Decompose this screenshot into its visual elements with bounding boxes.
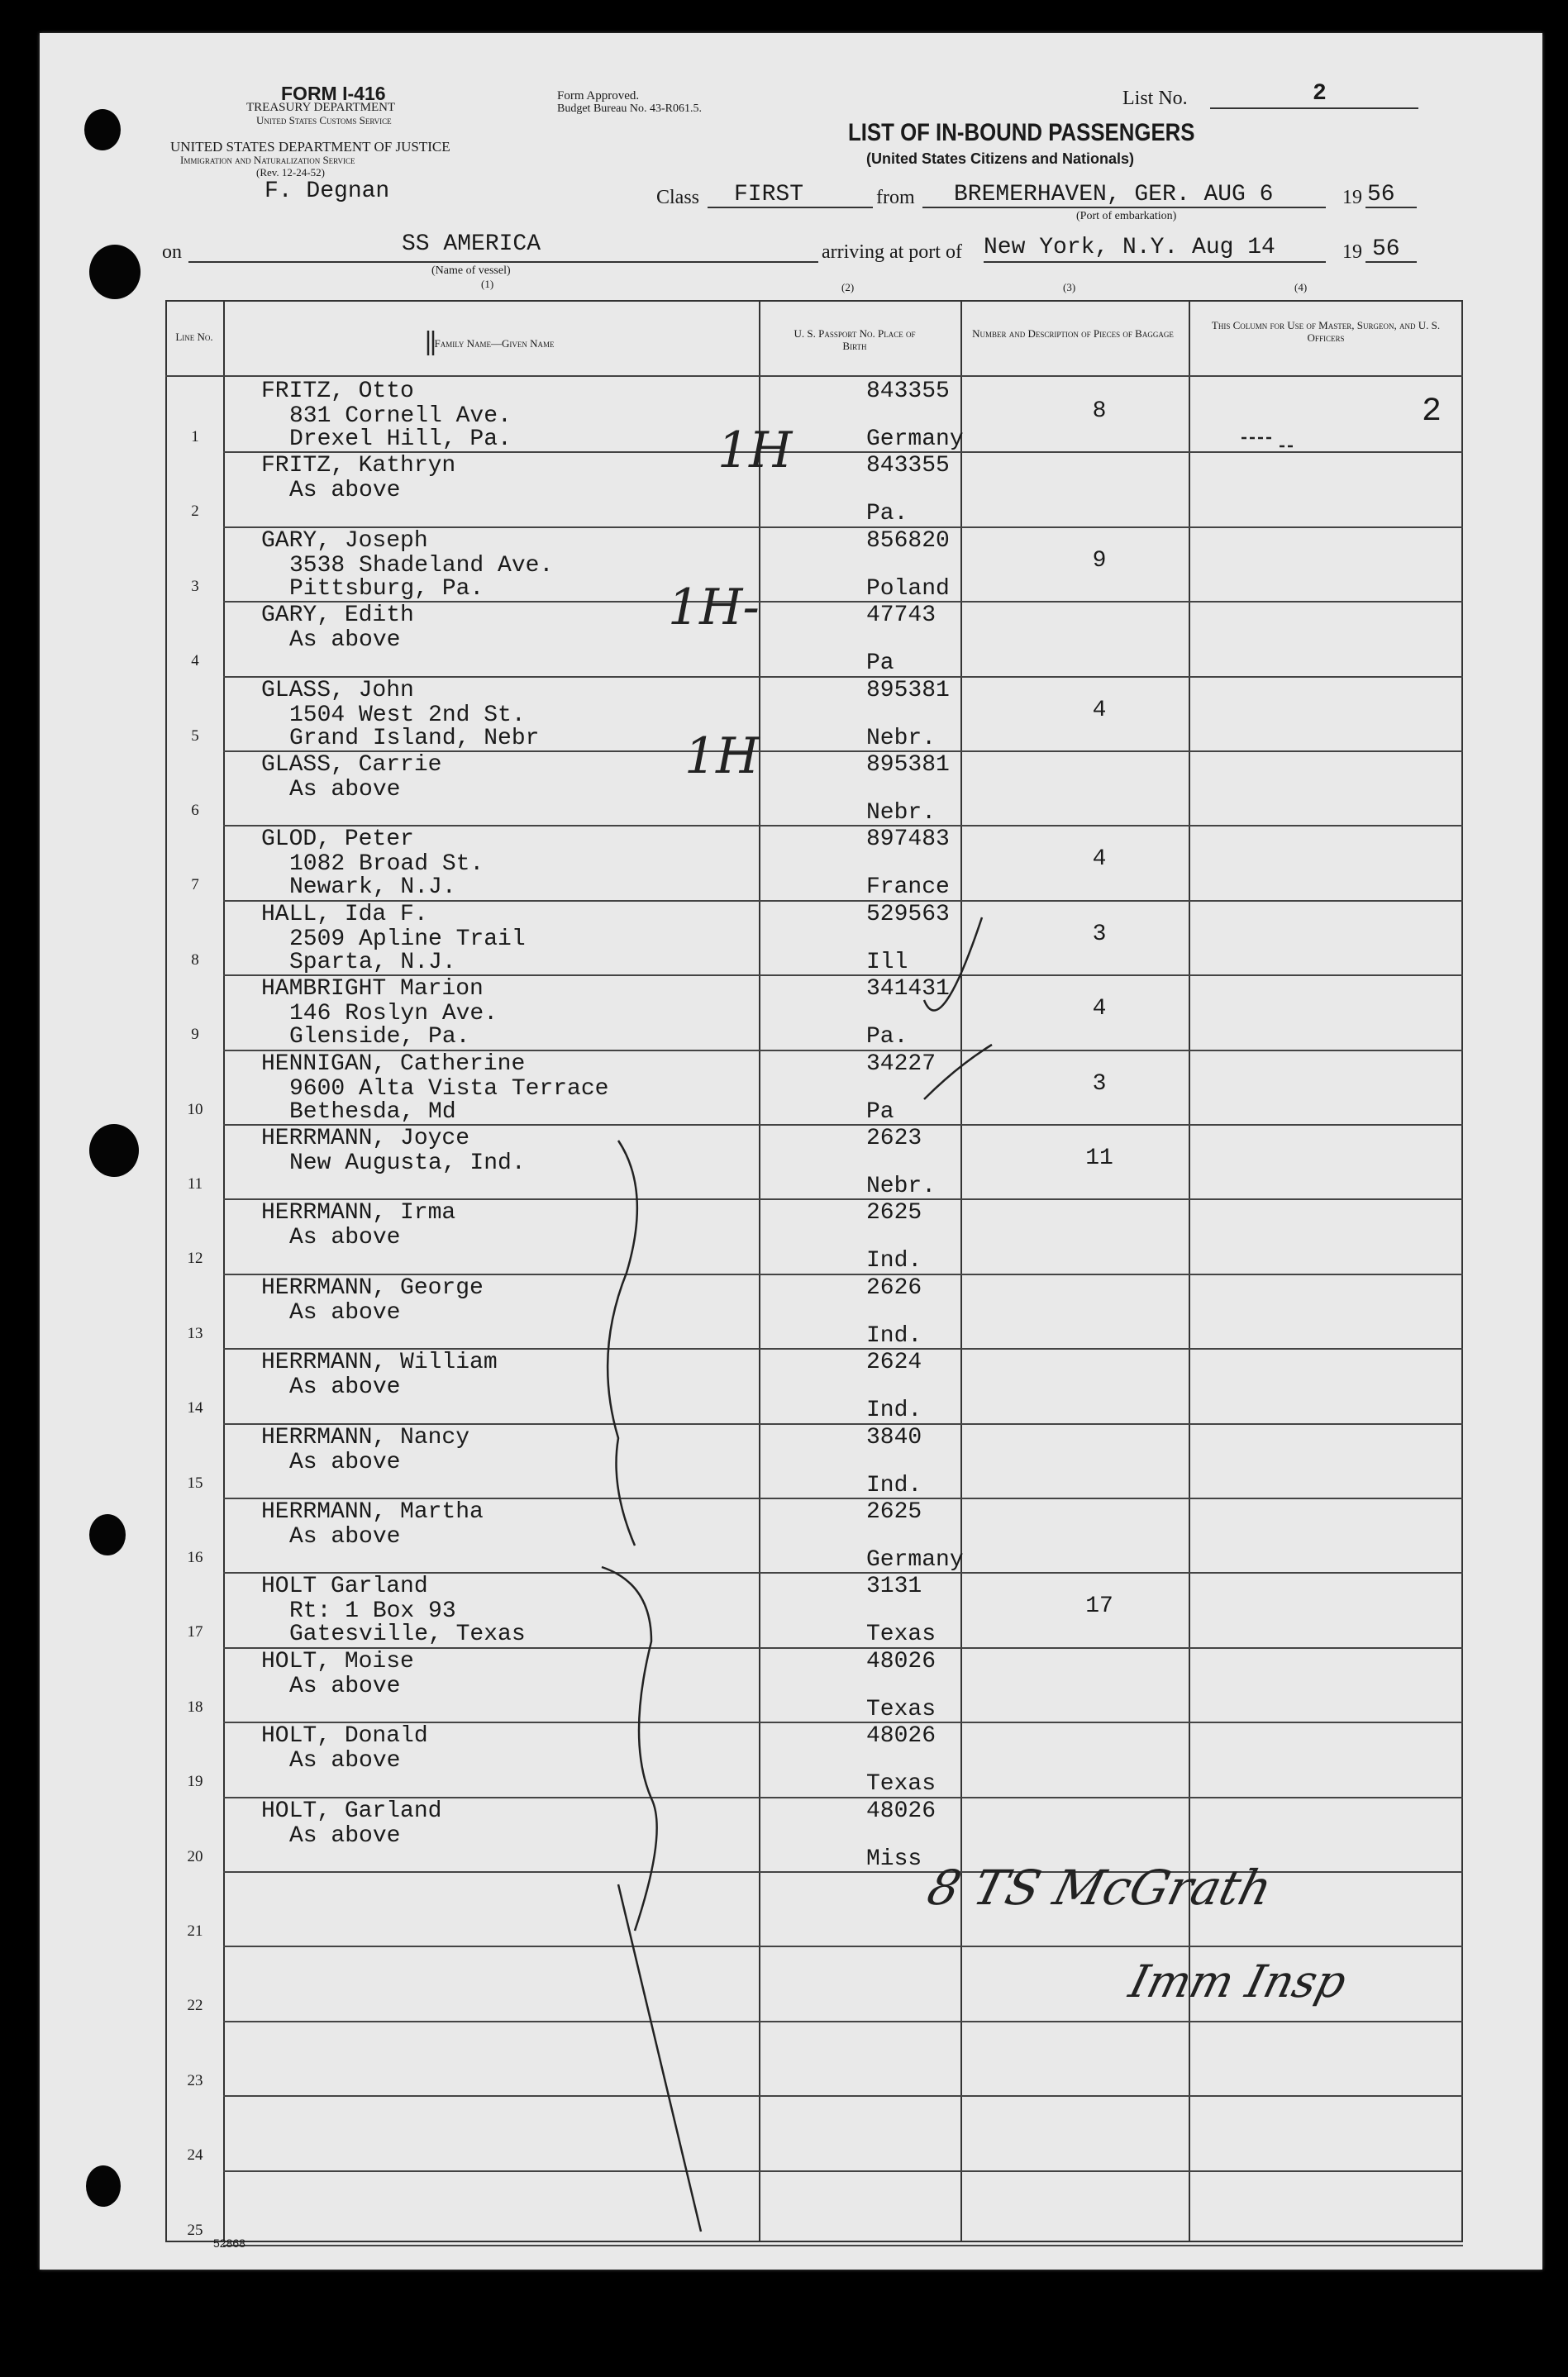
line-number: 8	[191, 950, 199, 969]
table-row	[165, 526, 1503, 601]
address-line-1: 9600 Alta Vista Terrace	[289, 1075, 609, 1102]
address-line-2: Gatesville, Texas	[289, 1622, 526, 1648]
place-of-birth: Texas	[866, 1696, 937, 1722]
table-row	[165, 1423, 1503, 1498]
baggage-count: 8	[1092, 398, 1107, 424]
address-line-2: Drexel Hill, Pa.	[289, 426, 512, 452]
margin-mark: 1H	[717, 422, 793, 479]
class-label: Class	[656, 187, 700, 208]
table-row	[165, 1198, 1503, 1273]
passport-number: 47743	[866, 603, 937, 629]
address-line-1: Rt: 1 Box 93	[289, 1598, 456, 1625]
treasury-label: TREASURY DEPARTMENT	[246, 101, 396, 114]
place-of-birth: Poland	[866, 575, 950, 602]
place-of-birth: Pa.	[866, 501, 908, 527]
baggage-count: 4	[1092, 846, 1107, 873]
place-of-birth: Germany	[866, 1547, 964, 1573]
footer-code: 52868	[213, 2236, 245, 2250]
passenger-name: HERRMANN, William	[261, 1350, 498, 1376]
baggage-count: 3	[1092, 1070, 1107, 1097]
arrival-line	[984, 261, 1326, 263]
passenger-name: HALL, Ida F.	[261, 901, 428, 927]
address-line-2: Glenside, Pa.	[289, 1024, 470, 1050]
passenger-name: HERRMANN, George	[261, 1274, 484, 1301]
table-row	[165, 1572, 1503, 1646]
address-line-1: As above	[289, 1524, 401, 1550]
budget-label: Budget Bureau No. 43-R061.5.	[557, 102, 702, 115]
passport-number: 529563	[866, 901, 950, 927]
passenger-name: GLASS, John	[261, 677, 414, 703]
list-no-line	[1210, 107, 1418, 109]
customs-label: United States Customs Service	[256, 114, 392, 126]
address-line-1: As above	[289, 1374, 401, 1401]
address-line-1: As above	[289, 777, 401, 803]
line-number: 5	[191, 726, 199, 745]
address-line-1: As above	[289, 627, 401, 654]
baggage-count: 3	[1092, 921, 1107, 947]
place-of-birth: Texas	[866, 1771, 937, 1798]
port-embarkation-caption: (Port of embarkation)	[1076, 210, 1177, 222]
place-of-birth: Texas	[866, 1622, 937, 1648]
place-of-birth: Germany	[866, 426, 964, 452]
revision-label: (Rev. 12-24-52)	[256, 166, 325, 179]
table-row	[165, 2021, 1503, 2095]
line-number: 21	[187, 1922, 203, 1940]
vessel-line	[188, 261, 818, 263]
place-of-birth: Pa	[866, 1098, 894, 1125]
place-of-birth: Miss	[866, 1846, 922, 1872]
passport-number: 895381	[866, 752, 950, 778]
address-line-1: New Augusta, Ind.	[289, 1150, 526, 1176]
table-row	[165, 1647, 1503, 1722]
address-line-2: Newark, N.J.	[289, 874, 456, 901]
punch-hole	[86, 2165, 121, 2207]
punch-hole	[89, 1514, 126, 1555]
line-number: 16	[187, 1549, 203, 1566]
place-of-birth: Pa.	[866, 1024, 908, 1050]
passenger-name: HERRMANN, Nancy	[261, 1424, 470, 1450]
table-row	[165, 1050, 1503, 1124]
line-number: 20	[187, 1847, 203, 1865]
line-number: 23	[187, 2071, 203, 2089]
year-value: 56	[1367, 182, 1395, 207]
line-number: 6	[191, 802, 199, 819]
punch-hole	[89, 245, 141, 299]
passport-number: 895381	[866, 677, 950, 703]
passenger-name: HOLT, Donald	[261, 1723, 428, 1750]
baggage-count: 11	[1085, 1146, 1113, 1171]
passport-number: 856820	[866, 527, 950, 554]
signature: 8 TS McGrath	[922, 1860, 1278, 1916]
place-of-birth: Ind.	[866, 1248, 922, 1274]
form-number: FORM I-416	[281, 83, 386, 104]
address-line-2: Grand Island, Nebr	[289, 725, 540, 751]
address-line-1: 1082 Broad St.	[289, 851, 484, 878]
address-line-1: As above	[289, 1748, 401, 1774]
place-of-birth: Nebr.	[866, 800, 937, 826]
table-row	[165, 451, 1503, 526]
place-of-birth: Nebr.	[866, 725, 937, 751]
form-title: LIST OF IN-BOUND PASSENGERS	[848, 119, 1195, 146]
table-row	[165, 974, 1503, 1049]
on-label: on	[162, 241, 182, 263]
address-line-1: 146 Roslyn Ave.	[289, 1001, 498, 1027]
passport-number: 48026	[866, 1648, 937, 1674]
passenger-name: HERRMANN, Martha	[261, 1499, 484, 1525]
officer-note: 2	[1422, 393, 1442, 431]
line-number: 22	[187, 1997, 203, 2015]
passport-number: 2623	[866, 1126, 922, 1151]
table-row	[165, 825, 1503, 899]
address-line-1: 831 Cornell Ave.	[289, 403, 512, 429]
address-line-1: As above	[289, 1299, 401, 1326]
line-number: 7	[191, 876, 199, 894]
margin-mark: 1H-	[668, 579, 760, 636]
place-of-birth: Pa	[866, 650, 894, 677]
passport-number: 843355	[866, 379, 950, 404]
passenger-name: GARY, Edith	[261, 603, 414, 629]
from-label: from	[876, 187, 915, 208]
embarkation-value: BREMERHAVEN, GER. AUG 6	[954, 182, 1274, 207]
passport-number: 2626	[866, 1274, 922, 1301]
place-of-birth: Ind.	[866, 1398, 922, 1424]
baggage-count: 17	[1085, 1593, 1113, 1620]
vessel-caption: (Name of vessel)	[431, 264, 511, 277]
line-number: 3	[191, 577, 199, 595]
list-no-label: List No.	[1122, 88, 1188, 109]
address-line-2: Pittsburg, Pa.	[289, 575, 484, 602]
year-prefix: 19	[1342, 187, 1362, 208]
col2-number: (2)	[841, 281, 855, 293]
place-of-birth: Ill	[866, 949, 908, 975]
passenger-name: HENNIGAN, Catherine	[261, 1050, 526, 1077]
passenger-name: FRITZ, Otto	[261, 379, 414, 404]
table-row	[165, 377, 1503, 451]
table-row	[165, 1274, 1503, 1348]
passenger-name: HOLT Garland	[261, 1574, 428, 1600]
address-line-1: As above	[289, 478, 401, 504]
line-number: 25	[187, 2221, 203, 2239]
address-line-1: 2509 Apline Trail	[289, 926, 526, 952]
table-row	[165, 601, 1503, 675]
margin-mark: 1H	[684, 727, 760, 785]
table-row	[165, 1797, 1503, 1871]
line-number: 2	[191, 503, 199, 521]
arrival-value: New York, N.Y. Aug 14	[984, 235, 1275, 260]
address-line-2: Sparta, N.J.	[289, 949, 456, 975]
table-row	[165, 1871, 1503, 1946]
year-line	[1365, 207, 1417, 208]
form-subtitle: (United States Citizens and Nationals)	[866, 150, 1135, 167]
passport-number: 48026	[866, 1723, 937, 1750]
address-line-2: Bethesda, Md	[289, 1098, 456, 1125]
address-line-1: 3538 Shadeland Ave.	[289, 552, 554, 579]
line-number: 13	[187, 1324, 203, 1342]
table-row	[165, 750, 1503, 825]
address-line-1: As above	[289, 1673, 401, 1699]
address-line-1: As above	[289, 1822, 401, 1849]
passport-number: 3840	[866, 1424, 922, 1450]
baggage-count: 4	[1092, 697, 1107, 723]
place-of-birth: France	[866, 874, 950, 901]
col3-number: (3)	[1063, 281, 1076, 293]
punch-hole	[84, 109, 121, 150]
passport-number: 341431	[866, 976, 950, 1003]
line-number: 12	[187, 1250, 203, 1268]
col-header-baggage: Number and Description of Pieces of Baggage	[972, 327, 1174, 340]
line-number: 14	[187, 1399, 203, 1417]
table-row	[165, 2170, 1503, 2245]
year-line-2	[1365, 261, 1417, 263]
line-number: 4	[191, 652, 199, 670]
row-divider	[223, 2245, 1463, 2246]
table-row	[165, 1124, 1503, 1198]
col-header-passport: U. S. Passport No. Place of Birth	[794, 327, 916, 352]
approval-label: Form Approved.	[557, 89, 640, 102]
signature-title: Imm Insp	[1124, 1955, 1352, 2008]
passenger-name: GARY, Joseph	[261, 527, 428, 554]
passport-number: 48026	[866, 1798, 937, 1824]
line-number: 10	[187, 1100, 203, 1118]
place-of-birth: Ind.	[866, 1472, 922, 1498]
year-value-2: 56	[1372, 236, 1400, 262]
col-header-name: Family Name—Given Name	[434, 337, 555, 350]
table-row	[165, 2095, 1503, 2170]
form-page	[40, 33, 1542, 2270]
passenger-name: HOLT, Moise	[261, 1648, 414, 1674]
passenger-name: HERRMANN, Irma	[261, 1200, 456, 1227]
passport-number: 2625	[866, 1200, 922, 1227]
passenger-name: FRITZ, Kathryn	[261, 453, 456, 479]
col-header-officers: This Column for Use of Master, Surgeon, and U. S. Officers	[1211, 319, 1441, 344]
class-value: FIRST	[734, 182, 804, 207]
line-number: 18	[187, 1698, 203, 1716]
place-of-birth: Nebr.	[866, 1174, 937, 1199]
line-number: 17	[187, 1623, 203, 1641]
baggage-count: 4	[1092, 996, 1107, 1022]
justice-label: UNITED STATES DEPARTMENT OF JUSTICE	[170, 139, 450, 155]
passenger-name: HAMBRIGHT Marion	[261, 976, 484, 1003]
officer-name: F. Degnan	[265, 179, 390, 204]
col1-number: (1)	[481, 278, 494, 290]
passenger-name: HERRMANN, Joyce	[261, 1126, 470, 1151]
table-row	[165, 900, 1503, 974]
table-row	[165, 676, 1503, 750]
passport-number: 3131	[866, 1574, 922, 1600]
passport-number: 843355	[866, 453, 950, 479]
passport-number: 34227	[866, 1050, 937, 1077]
table-row	[165, 1348, 1503, 1422]
address-line-1: As above	[289, 1225, 401, 1251]
address-line-1: 1504 West 2nd St.	[289, 702, 526, 728]
arriving-label: arriving at port of	[822, 241, 962, 263]
year-prefix-2: 19	[1342, 241, 1362, 263]
passenger-name: GLASS, Carrie	[261, 752, 442, 778]
passport-number: 897483	[866, 826, 950, 853]
punch-hole	[89, 1124, 139, 1177]
passport-number: 2624	[866, 1350, 922, 1376]
line-number: 1	[191, 428, 199, 445]
line-number: 9	[191, 1026, 199, 1044]
table-row	[165, 1722, 1503, 1796]
passport-number: 2625	[866, 1499, 922, 1525]
table-row	[165, 1498, 1503, 1572]
line-number: 24	[187, 2146, 203, 2165]
address-line-1: As above	[289, 1449, 401, 1475]
col-header-line: Line No.	[175, 331, 213, 343]
vessel-name: SS AMERICA	[402, 231, 541, 257]
ins-label: Immigration and Naturalization Service	[180, 154, 355, 166]
passenger-name: GLOD, Peter	[261, 826, 414, 853]
line-number: 19	[187, 1773, 203, 1791]
col4-number: (4)	[1294, 281, 1308, 293]
line-number: 11	[187, 1175, 203, 1193]
baggage-count: 9	[1092, 547, 1107, 574]
list-no-value: 2	[1313, 81, 1327, 107]
passenger-name: HOLT, Garland	[261, 1798, 442, 1824]
place-of-birth: Ind.	[866, 1322, 922, 1349]
line-number: 15	[187, 1474, 203, 1492]
